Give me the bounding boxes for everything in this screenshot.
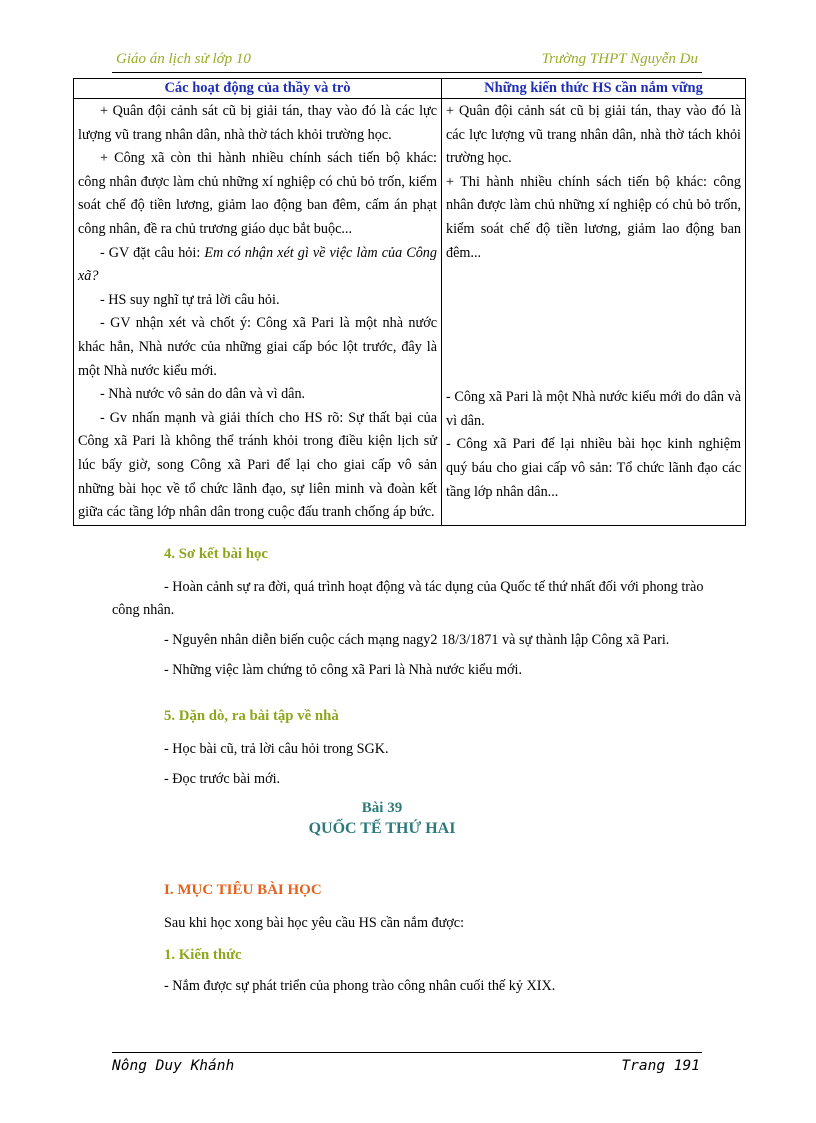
- activity-question: [78, 242, 437, 289]
- header-school: Trường THPT Nguyễn Du: [541, 51, 698, 67]
- section-title: 4. Sơ kết bài học: [164, 546, 268, 562]
- homework-item: - Đọc trước bài mới.: [164, 771, 281, 787]
- knowledge-paragraph: + Quân đội cảnh sát cũ bị giải tán, thay vào đó là các lực lượng vũ trang nhân dân, nhà thờ tách khỏi trường học.: [446, 103, 741, 167]
- summary-item: - Hoàn cảnh sự ra đời, quá trình hoạt động và tác dụng của Quốc tế thứ nhất đối với phong trào công nhân.: [112, 579, 704, 618]
- header-subject: Giáo án lịch sử lớp 10: [116, 51, 251, 67]
- knowledge-spacer: [446, 265, 741, 386]
- table-header-knowledge: Những kiến thức HS cần nắm vững: [442, 79, 746, 99]
- activity-paragraph: + Công xã còn thi hành nhiều chính sách tiến bộ khác: công nhân được làm chủ những xí nghiệp có chủ bỏ trốn, kiểm soát chế độ tiền lương, giảm lao động ban đêm, cấm án phạt công nhân, đề ra chủ trương giáo dục bắt buộc...: [78, 150, 437, 237]
- summary-item: - Nguyên nhân diễn biến cuộc cách mạng nagy2 18/3/1871 và sự thành lập Công xã Pari.: [164, 632, 670, 648]
- objectives-intro: Sau khi học xong bài học yêu cầu HS cần nắm được:: [164, 915, 465, 931]
- section-title: I. MỤC TIÊU BÀI HỌC: [164, 882, 322, 898]
- knowledge-paragraph: - Công xã Pari là một Nhà nước kiểu mới do dân và vì dân.: [446, 389, 741, 429]
- homework-item: - Học bài cũ, trả lời câu hỏi trong SGK.: [164, 741, 389, 757]
- lesson-table: [73, 78, 746, 526]
- homework-section: [112, 708, 712, 791]
- page-footer: [112, 1052, 702, 1074]
- knowledge-paragraph: + Thi hành nhiều chính sách tiến bộ khác: công nhân được làm chủ những xí nghiệp có chủ bỏ trốn, kiểm soát chế độ tiền lương, giảm lao động ban đêm...: [446, 173, 741, 261]
- question-text: Em có nhận xét gì về việc làm của Công xã?: [78, 244, 437, 285]
- subsection-title: 1. Kiến thức: [164, 947, 242, 963]
- objectives-section: [112, 882, 712, 998]
- activity-paragraph: - GV nhận xét và chốt ý: Công xã Pari là một nhà nước khác hẳn, Nhà nước của những giai cấp bóc lột trước, đây là một Nhà nước kiểu mới.: [78, 315, 437, 379]
- knowledge-paragraph: - Công xã Pari để lại nhiều bài học kinh nghiệm quý báu cho giai cấp vô sản: Tổ chức lãnh đạo các tầng lớp nhân dân...: [446, 436, 741, 500]
- objective-item: - Nắm được sự phát triển của phong trào công nhân cuối thế kỷ XIX.: [164, 978, 556, 994]
- lesson-title: QUỐC TẾ THỨ HAI: [308, 820, 456, 837]
- table-header-activities: Các hoạt động của thầy và trò: [74, 79, 442, 99]
- summary-item: - Những việc làm chứng tỏ công xã Pari là Nhà nước kiểu mới.: [164, 662, 522, 678]
- section-title: 5. Dặn dò, ra bài tập về nhà: [164, 708, 339, 724]
- page-number: Trang 191: [621, 1058, 700, 1074]
- activity-paragraph: - Nhà nước vô sản do dân và vì dân.: [100, 386, 306, 403]
- lesson-number: Bài 39: [361, 800, 403, 816]
- knowledge-cell: [442, 99, 746, 526]
- footer-author: Nông Duy Khánh: [112, 1058, 235, 1074]
- page-header: [112, 50, 702, 73]
- activities-cell: [74, 99, 442, 526]
- activity-paragraph: - HS suy nghĩ tự trả lời câu hỏi.: [100, 291, 280, 308]
- summary-section: [112, 546, 712, 682]
- activity-paragraph: - Gv nhấn mạnh và giải thích cho HS rõ: Sự thất bại của Công xã Pari là không thể tránh khỏi trong điều kiện lịch sử lúc bấy giờ, song Công xã Pari để lại cho giai cấp vô sản những bài học về tổ chức lãnh đạo, sự liên minh và đoàn kết giữa các tầng lớp nhân dân trong cuộc đấu tranh chống áp bức.: [78, 409, 437, 521]
- activity-paragraph: + Quân đội cảnh sát cũ bị giải tán, thay vào đó là các lực lượng vũ trang nhân dân, nhà thờ tách khỏi trường học.: [78, 103, 437, 143]
- question-prefix: - GV đặt câu hỏi:: [100, 244, 205, 261]
